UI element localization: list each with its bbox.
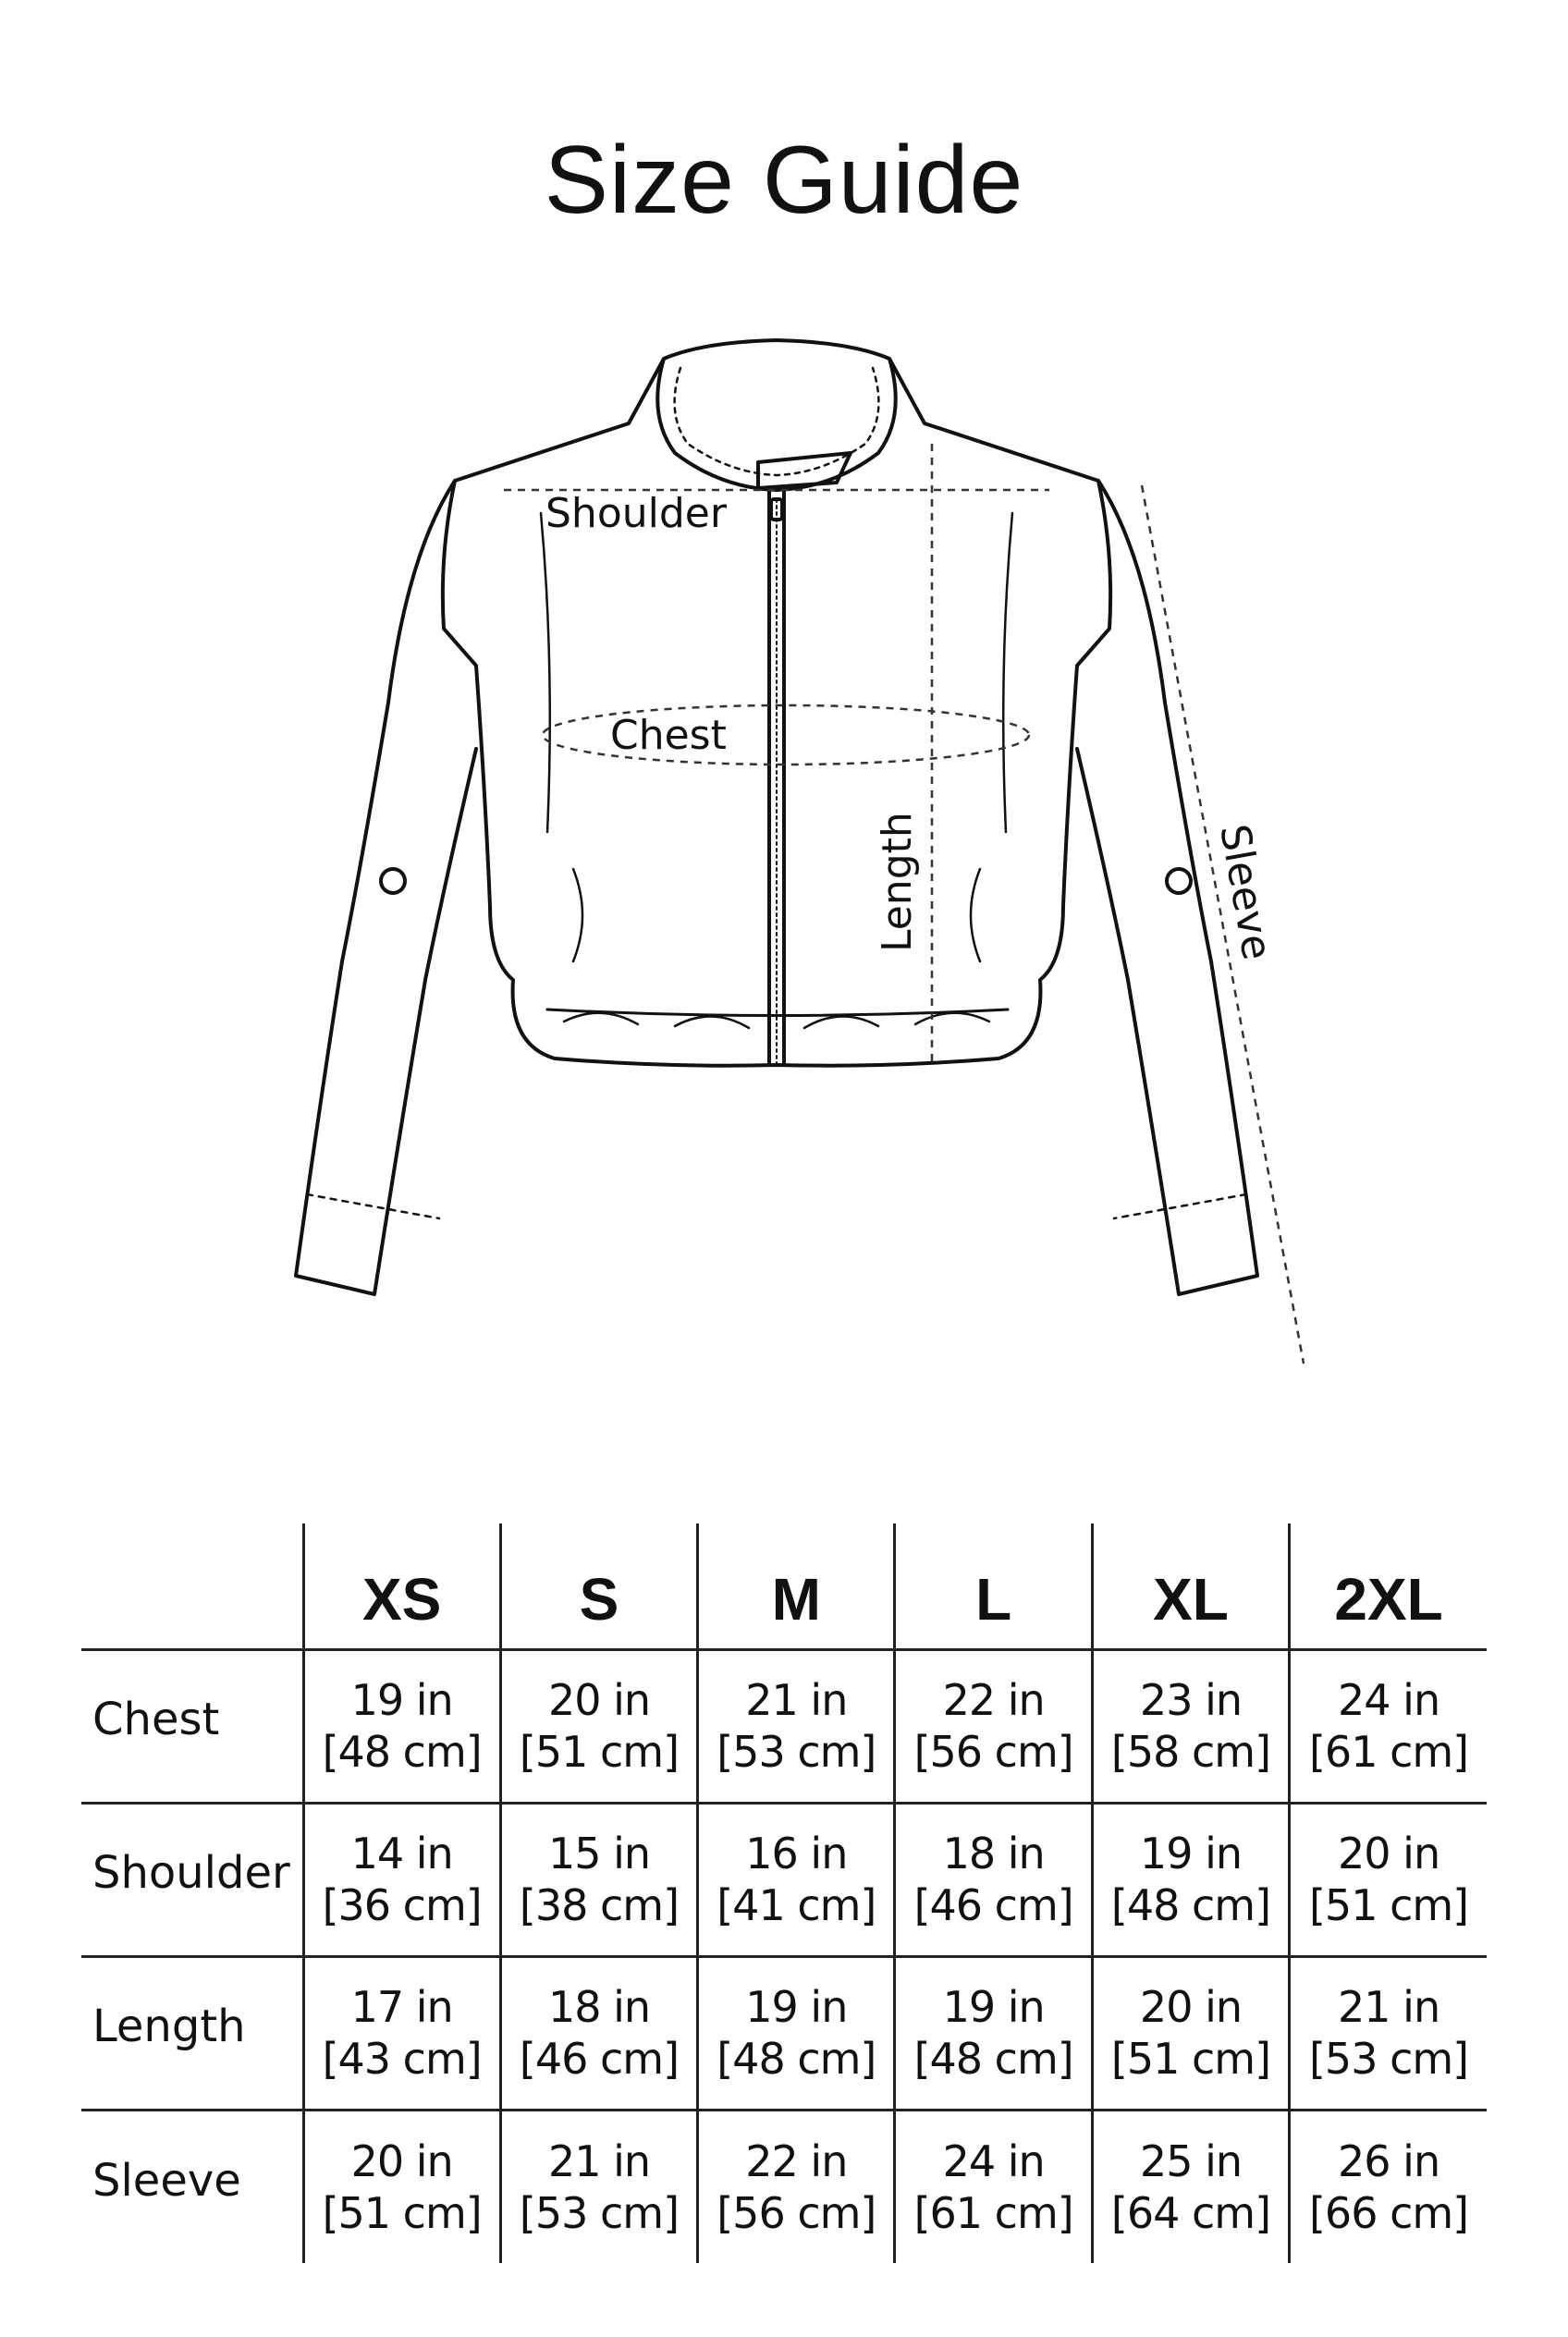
value-cm: [53 cm] [1308, 2034, 1469, 2084]
size-header: XL [1092, 1523, 1289, 1649]
measure-label: Length [92, 2001, 246, 2052]
value-cm: [38 cm] [519, 1880, 680, 1930]
value-cell [303, 2110, 500, 2263]
shoulder-label: Shoulder [545, 490, 727, 537]
value-cm: [48 cm] [1110, 1880, 1271, 1930]
value-in: 20 in [1338, 1829, 1440, 1878]
value-cell [1290, 1803, 1487, 1956]
value-cell [1290, 1956, 1487, 2110]
size-header: L [895, 1523, 1092, 1649]
value-in: 14 in [350, 1829, 453, 1878]
value-in: 24 in [942, 2135, 1045, 2186]
value-in: 21 in [547, 2135, 651, 2186]
size-header: M [698, 1523, 895, 1649]
value-cm: [53 cm] [717, 1727, 876, 1777]
value-cell [895, 2110, 1092, 2263]
value-cm: [48 cm] [913, 2034, 1073, 2084]
value-cell [895, 1649, 1092, 1803]
value-cell [1092, 1649, 1289, 1803]
value-in: 18 in [547, 1982, 651, 2032]
value-cell [698, 1649, 895, 1803]
value-in: 24 in [1338, 1675, 1440, 1725]
value-in: 17 in [350, 1982, 453, 2032]
sleeve-guide [1142, 485, 1304, 1364]
value-in: 20 in [547, 1675, 651, 1725]
value-cm: [61 cm] [913, 2187, 1073, 2238]
value-cell [1290, 1649, 1487, 1803]
value-cm: [48 cm] [322, 1727, 482, 1777]
value-in: 19 in [350, 1675, 453, 1725]
value-in: 20 in [1139, 1982, 1243, 2032]
value-in: 20 in [350, 2135, 453, 2186]
size-header: S [500, 1523, 697, 1649]
value-cm: [56 cm] [717, 2187, 876, 2238]
value-cell [895, 1956, 1092, 2110]
sleeve-label: Sleeve [1210, 821, 1280, 964]
size-header: XS [303, 1523, 500, 1649]
measure-label: Chest [92, 1694, 220, 1745]
table-row [81, 1649, 1487, 1803]
value-in: 16 in [745, 1829, 848, 1878]
table-row [81, 1803, 1487, 1956]
jacket-diagram [0, 314, 1568, 1424]
value-cell [500, 1803, 697, 1956]
measure-label: Shoulder [92, 1847, 290, 1899]
value-in: 22 in [942, 1675, 1045, 1725]
value-cm: [64 cm] [1110, 2187, 1271, 2238]
value-cell [500, 2110, 697, 2263]
value-in: 19 in [1139, 1829, 1243, 1878]
value-in: 21 in [745, 1675, 848, 1725]
value-cell [500, 1649, 697, 1803]
value-cell [698, 2110, 895, 2263]
value-cm: [41 cm] [717, 1880, 876, 1930]
value-cell [1092, 1956, 1289, 2110]
value-cell [1290, 2110, 1487, 2263]
value-in: 15 in [547, 1829, 651, 1878]
value-in: 26 in [1338, 2135, 1440, 2186]
value-cm: [58 cm] [1110, 1727, 1271, 1777]
value-cell [500, 1956, 697, 2110]
value-cm: [51 cm] [1110, 2034, 1271, 2084]
value-in: 18 in [942, 1829, 1045, 1878]
chest-label: Chest [610, 712, 727, 759]
value-cm: [51 cm] [1308, 1880, 1469, 1930]
length-label: Length [874, 812, 921, 952]
value-in: 22 in [745, 2135, 848, 2186]
value-in: 23 in [1139, 1675, 1243, 1725]
value-cm: [51 cm] [519, 1727, 680, 1777]
value-cell [895, 1803, 1092, 1956]
value-cm: [43 cm] [322, 2034, 482, 2084]
value-cm: [51 cm] [322, 2187, 482, 2238]
value-cell [303, 1803, 500, 1956]
value-in: 19 in [942, 1982, 1045, 2032]
value-cell [303, 1956, 500, 2110]
value-cm: [46 cm] [519, 2034, 680, 2084]
page-title: Size Guide [544, 127, 1024, 234]
value-cell [1092, 1803, 1289, 1956]
value-in: 25 in [1139, 2135, 1243, 2186]
value-cm: [56 cm] [913, 1727, 1073, 1777]
value-cm: [66 cm] [1308, 2187, 1469, 2238]
table-corner [81, 1523, 303, 1649]
value-in: 21 in [1338, 1982, 1440, 2032]
table-row [81, 2110, 1487, 2263]
size-header-row [81, 1523, 1487, 1649]
table-row [81, 1956, 1487, 2110]
jacket-collar [657, 359, 896, 490]
value-cell [303, 1649, 500, 1803]
size-header: 2XL [1290, 1523, 1487, 1649]
value-cm: [61 cm] [1308, 1727, 1469, 1777]
value-cm: [46 cm] [913, 1880, 1073, 1930]
value-in: 19 in [745, 1982, 848, 2032]
size-table [81, 1523, 1487, 2263]
value-cm: [53 cm] [519, 2187, 680, 2238]
value-cell [698, 1956, 895, 2110]
left-sleeve [296, 481, 476, 1294]
value-cm: [36 cm] [322, 1880, 482, 1930]
value-cell [1092, 2110, 1289, 2263]
value-cell [698, 1803, 895, 1956]
measure-label: Sleeve [92, 2154, 241, 2207]
value-cm: [48 cm] [717, 2034, 876, 2084]
